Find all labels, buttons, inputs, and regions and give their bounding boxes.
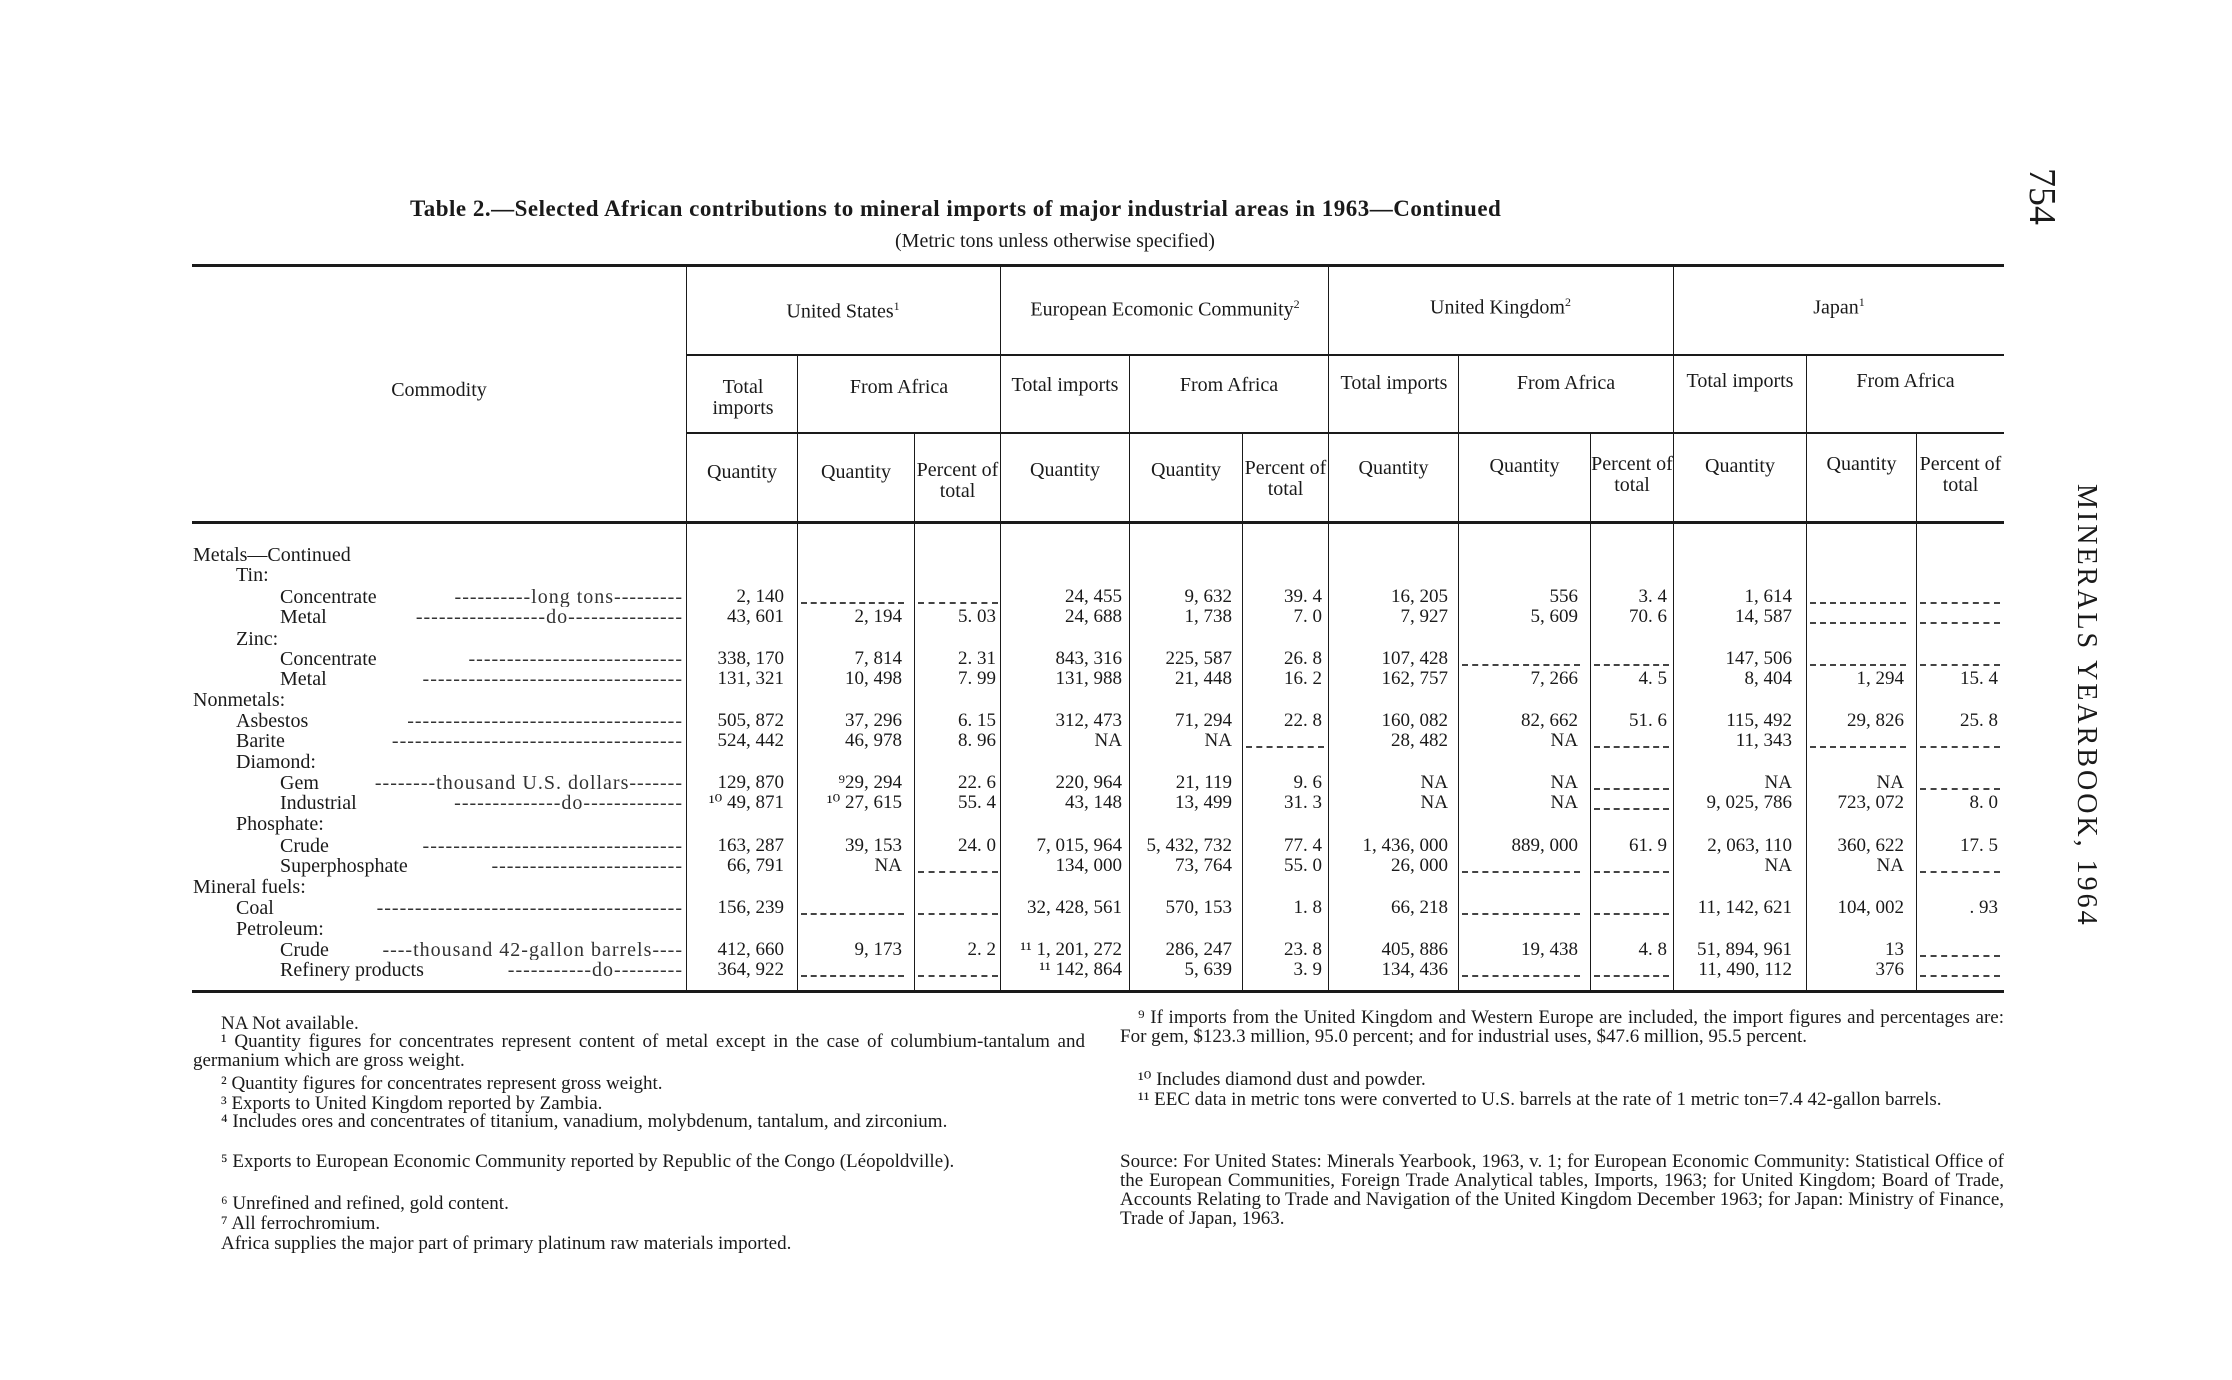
table-cell: 8. 0 (1969, 792, 1998, 813)
table-cell: 24, 688 (1065, 606, 1122, 627)
row-label: Barite (236, 730, 285, 752)
table-cell: 220, 964 (1055, 772, 1122, 793)
table-cell: 43, 601 (727, 606, 784, 627)
empty-cell-dash (1594, 664, 1669, 666)
table-cell: 338, 170 (717, 648, 784, 669)
table-cell: 10, 498 (845, 668, 902, 689)
table-cell: 2, 140 (736, 586, 784, 607)
section-label: Zinc: (236, 628, 279, 650)
row-label: Gem (280, 772, 319, 794)
row-leader: ----thousand 42-gallon barrels---- (382, 940, 683, 960)
empty-cell-dash (1594, 808, 1669, 810)
table-cell: 5, 432, 732 (1146, 835, 1232, 856)
col-rule (1000, 266, 1001, 990)
table-cell: 82, 662 (1521, 710, 1578, 731)
table-cell: 3. 4 (1638, 586, 1667, 607)
row-leader: ---------------------------- (468, 649, 683, 669)
table-cell: 15. 4 (1960, 668, 1998, 689)
table-cell: 8, 404 (1744, 668, 1792, 689)
table-cell: 1, 738 (1184, 606, 1232, 627)
col-rule (686, 266, 687, 990)
table-cell: 16, 205 (1391, 586, 1448, 607)
table-cell: 26. 8 (1284, 648, 1322, 669)
empty-cell-dash (1594, 788, 1669, 790)
quantity-header: Quantity (1358, 457, 1429, 479)
table-cell: NA (874, 855, 902, 876)
table-cell: 6. 15 (958, 710, 996, 731)
table-cell: 13, 499 (1175, 792, 1232, 813)
table-cell: 39, 153 (845, 835, 902, 856)
table-cell: 21, 448 (1175, 668, 1232, 689)
row-leader: ------------------------------------ (407, 711, 683, 731)
table-cell: 73, 764 (1175, 855, 1232, 876)
row-leader: -----------------do--------------- (415, 607, 683, 627)
quantity-header: Quantity (821, 461, 891, 483)
empty-cell-dash (1594, 913, 1669, 915)
quantity-header: Quantity (1151, 459, 1221, 481)
table-subtitle: (Metric tons unless otherwise specified) (895, 230, 1215, 252)
table-cell: 286, 247 (1165, 939, 1232, 960)
table-cell: 31. 3 (1284, 792, 1322, 813)
table-cell: 7. 99 (958, 668, 996, 689)
table-cell: 889, 000 (1511, 835, 1578, 856)
table-cell: ¹¹ 1, 201, 272 (1020, 939, 1122, 960)
table-cell: 156, 239 (717, 897, 784, 918)
table-cell: ⁹29, 294 (838, 772, 902, 793)
section-label: Phosphate: (236, 813, 324, 835)
table-cell: 376 (1875, 959, 1904, 980)
table-cell: 71, 294 (1175, 710, 1232, 731)
unit-label: long tons (531, 587, 615, 607)
row-leader: ---------------------------------- (422, 669, 683, 689)
table-cell: 37, 296 (845, 710, 902, 731)
table-cell: 9, 025, 786 (1706, 792, 1792, 813)
footnote: ⁶ Unrefined and refined, gold content. (221, 1193, 509, 1214)
footnote: NA Not available. (221, 1013, 359, 1034)
table-cell: 524, 442 (717, 730, 784, 751)
table-cell: 405, 886 (1381, 939, 1448, 960)
empty-cell-dash (801, 602, 904, 604)
table-cell: 1. 8 (1293, 897, 1322, 918)
table-cell: 24. 0 (958, 835, 996, 856)
section-label: Nonmetals: (193, 689, 286, 711)
table-cell: 14, 587 (1735, 606, 1792, 627)
empty-cell-dash (1920, 955, 2000, 957)
region-header-uk: United Kingdom$^2$ (1430, 295, 1571, 319)
section-label: Mineral fuels: (193, 876, 306, 898)
total-imports-header: Total imports (1340, 372, 1448, 394)
col-rule (1673, 266, 1674, 990)
row-label: Concentrate (280, 586, 377, 608)
table-cell: 7, 927 (1400, 606, 1448, 627)
empty-cell-dash (1594, 871, 1669, 873)
empty-cell-dash (918, 602, 998, 604)
table-cell: 8. 96 (958, 730, 996, 751)
empty-cell-dash (1920, 622, 2000, 624)
footnote: ⁴ Includes ores and concentrates of titanium, vanadium, molybdenum, tantalum, and zirconium. (221, 1111, 948, 1132)
region-header-eec: European Ecomonic Community$^2$ (1030, 297, 1300, 321)
table-cell: NA (1550, 792, 1578, 813)
table-cell: 5, 639 (1184, 959, 1232, 980)
col-rule (1806, 355, 1807, 990)
table-cell: 570, 153 (1165, 897, 1232, 918)
table-cell: NA (1550, 730, 1578, 751)
empty-cell-dash (1920, 746, 2000, 748)
row-leader: ------------------------- (491, 856, 683, 876)
from-africa-header: From Africa (1179, 374, 1279, 396)
table-cell: 505, 872 (717, 710, 784, 731)
table-cell: 11, 343 (1735, 730, 1792, 751)
empty-cell-dash (1920, 664, 2000, 666)
row-leader: --------------do------------- (454, 793, 683, 813)
table-cell: 9, 173 (854, 939, 902, 960)
col-rule (1458, 355, 1459, 990)
empty-cell-dash (801, 975, 904, 977)
table-cell: 7. 0 (1293, 606, 1322, 627)
unit-label: thousand U.S. dollars (436, 773, 630, 793)
total-imports-header: Total imports (1686, 370, 1794, 392)
table-cell: 70. 6 (1629, 606, 1667, 627)
empty-cell-dash (1462, 913, 1580, 915)
empty-cell-dash (801, 913, 904, 915)
total-imports-header: Total imports (712, 376, 774, 419)
table-top-rule (192, 264, 2004, 267)
empty-cell-dash (1920, 602, 2000, 604)
table-cell: NA (1764, 772, 1792, 793)
table-cell: 28, 482 (1391, 730, 1448, 751)
footnote: ¹ Quantity figures for concentrates represent content of metal except in the case of columbium-tantalum and germanium which are gross weight. (193, 1031, 1085, 1071)
table-cell: 11, 142, 621 (1697, 897, 1792, 918)
col-rule (1916, 433, 1917, 990)
table-cell: 2. 31 (958, 648, 996, 669)
row-label: Crude (280, 939, 329, 961)
empty-cell-dash (1462, 871, 1580, 873)
empty-cell-dash (1920, 871, 2000, 873)
table-cell: 131, 988 (1055, 668, 1122, 689)
row-label: Superphosphate (280, 855, 408, 877)
empty-cell-dash (1810, 622, 1906, 624)
table-cell: 843, 316 (1055, 648, 1122, 669)
table-cell: NA (1876, 855, 1904, 876)
commodity-header: Commodity (391, 379, 487, 401)
table-cell: ¹¹ 142, 864 (1039, 959, 1122, 980)
table-cell: 134, 436 (1381, 959, 1448, 980)
table-cell: 77. 4 (1284, 835, 1322, 856)
table-cell: 26, 000 (1391, 855, 1448, 876)
table-cell: 160, 082 (1381, 710, 1448, 731)
table-cell: 66, 218 (1391, 897, 1448, 918)
table-cell: 163, 287 (717, 835, 784, 856)
empty-cell-dash (918, 975, 998, 977)
row-label: Industrial (280, 792, 357, 814)
empty-cell-dash (1810, 746, 1906, 748)
row-label: Metal (280, 668, 327, 690)
table-cell: 104, 002 (1837, 897, 1904, 918)
table-cell: 312, 473 (1055, 710, 1122, 731)
table-cell: 43, 148 (1065, 792, 1122, 813)
quantity-header: Quantity (1826, 453, 1897, 475)
table-cell: 9. 6 (1293, 772, 1322, 793)
from-africa-header: From Africa (1516, 372, 1616, 394)
section-label: Petroleum: (236, 918, 324, 940)
table-cell: 2, 194 (854, 606, 902, 627)
section-label: Tin: (236, 564, 269, 586)
quantity-header: Quantity (1489, 455, 1560, 477)
total-imports-header: Total imports (1011, 374, 1119, 396)
section-label: Metals—Continued (193, 544, 351, 566)
percent-header: Percent of total (916, 459, 999, 502)
table-cell: 4. 8 (1638, 939, 1667, 960)
table-cell: 5, 609 (1530, 606, 1578, 627)
table-cell: 7, 266 (1530, 668, 1578, 689)
footnote: ⁹ If imports from the United Kingdom and Western Europe are included, the import figures and percentages are: For gem, $123.3 million, 95.0 percent; and for industrial uses, $47.6 million, 95.5 percent. (1120, 1007, 2004, 1047)
percent-header: Percent of total (1591, 453, 1673, 496)
table-cell: NA (1550, 772, 1578, 793)
table-cell: 24, 455 (1065, 586, 1122, 607)
quantity-header: Quantity (707, 461, 777, 483)
table-cell: NA (1420, 772, 1448, 793)
empty-cell-dash (918, 871, 998, 873)
table-cell: NA (1876, 772, 1904, 793)
empty-cell-dash (1810, 602, 1906, 604)
empty-cell-dash (1920, 975, 2000, 977)
table-cell: 29, 826 (1847, 710, 1904, 731)
table-cell: 1, 614 (1744, 586, 1792, 607)
table-cell: 55. 0 (1284, 855, 1322, 876)
quantity-header: Quantity (1705, 455, 1775, 477)
table-cell: 364, 922 (717, 959, 784, 980)
table-cell: 23. 8 (1284, 939, 1322, 960)
table-cell: 61. 9 (1629, 835, 1667, 856)
footnote: ¹¹ EEC data in metric tons were converted to U.S. barrels at the rate of 1 metric ton=7.4 42-gallon barrels. (1138, 1089, 1942, 1110)
footnote: Africa supplies the major part of primary platinum raw materials imported. (221, 1233, 792, 1254)
table-cell: 4. 5 (1638, 668, 1667, 689)
table-cell: 2, 063, 110 (1707, 835, 1792, 856)
table-cell: 360, 622 (1837, 835, 1904, 856)
footnote: ³ Exports to United Kingdom reported by Zambia. (221, 1093, 603, 1114)
table-cell: 22. 8 (1284, 710, 1322, 731)
col-rule (1129, 355, 1130, 990)
table-cell: 2. 2 (967, 939, 996, 960)
table-title: Table 2.—Selected African contributions to mineral imports of major industrial areas in 1963—Continued (410, 196, 1502, 221)
percent-header: Percent of total (1919, 453, 2002, 496)
row-label: Refinery products (280, 959, 424, 981)
table-cell: 39. 4 (1284, 586, 1322, 607)
table-cell: 32, 428, 561 (1027, 897, 1122, 918)
empty-cell-dash (1246, 746, 1324, 748)
empty-cell-dash (1462, 664, 1580, 666)
from-africa-header: From Africa (1856, 370, 1955, 392)
table-cell: 55. 4 (958, 792, 996, 813)
col-rule (1590, 433, 1591, 990)
table-cell: 5. 03 (958, 606, 996, 627)
row-label: Metal (280, 606, 327, 628)
table-cell: 21, 119 (1175, 772, 1232, 793)
empty-cell-dash (1594, 746, 1669, 748)
running-head: MINERALS YEARBOOK, 1964 (2071, 484, 2102, 928)
quantity-header: Quantity (1030, 459, 1100, 481)
table-cell: 131, 321 (717, 668, 784, 689)
table-cell: 3. 9 (1293, 959, 1322, 980)
table-cell: 46, 978 (845, 730, 902, 751)
table-cell: 11, 490, 112 (1698, 959, 1792, 980)
empty-cell-dash (1810, 664, 1906, 666)
table-cell: 225, 587 (1165, 648, 1232, 669)
footnote: ⁵ Exports to European Economic Community reported by Republic of the Congo (Léopoldville). (221, 1151, 955, 1172)
footnote: ² Quantity figures for concentrates represent gross weight. (221, 1073, 663, 1094)
table-cell: 412, 660 (717, 939, 784, 960)
col-rule (1328, 266, 1329, 990)
empty-cell-dash (918, 913, 998, 915)
table-cell: 16. 2 (1284, 668, 1322, 689)
row-leader: -----------do--------- (507, 960, 683, 980)
unit-label: do (561, 793, 584, 813)
table-cell: 162, 757 (1381, 668, 1448, 689)
table-cell: . 93 (1969, 897, 1998, 918)
table-cell: 51. 6 (1629, 710, 1667, 731)
region-header-japan: Japan$^1$ (1813, 295, 1865, 319)
row-label: Asbestos (236, 710, 309, 732)
row-leader: -------------------------------------- (391, 731, 683, 751)
section-label: Diamond: (236, 751, 316, 773)
row-leader: ---------------------------------------- (376, 898, 683, 918)
row-label: Coal (236, 897, 274, 919)
table-cell: 13 (1885, 939, 1904, 960)
table-cell: NA (1094, 730, 1122, 751)
row-label: Concentrate (280, 648, 377, 670)
table-cell: 134, 000 (1055, 855, 1122, 876)
empty-cell-dash (1462, 975, 1580, 977)
row-leader: ---------------------------------- (422, 836, 683, 856)
unit-label: thousand 42-gallon barrels (413, 940, 653, 960)
page-number: 754 (2021, 168, 2063, 225)
table-cell: 66, 791 (727, 855, 784, 876)
table-cell: 1, 436, 000 (1362, 835, 1448, 856)
region-header-us: United States$^1$ (786, 299, 900, 323)
table-cell: 19, 438 (1521, 939, 1578, 960)
table-cell: 22. 6 (958, 772, 996, 793)
table-cell: 9, 632 (1184, 586, 1232, 607)
table-cell: 115, 492 (1726, 710, 1792, 731)
footnote: ⁷ All ferrochromium. (221, 1213, 381, 1234)
table-cell: NA (1764, 855, 1792, 876)
empty-cell-dash (1594, 975, 1669, 977)
unit-label: do (546, 607, 569, 627)
table-cell: 51, 894, 961 (1697, 939, 1792, 960)
table-cell: NA (1204, 730, 1232, 751)
table-cell: 556 (1549, 586, 1578, 607)
table-cell: 7, 015, 964 (1036, 835, 1122, 856)
percent-header: Percent of total (1244, 457, 1327, 500)
table-cell: 25. 8 (1960, 710, 1998, 731)
from-africa-header: From Africa (849, 376, 949, 398)
row-leader: --------thousand U.S. dollars------- (374, 773, 683, 793)
table-cell: NA (1420, 792, 1448, 813)
col-rule (1242, 433, 1243, 990)
unit-label: do (592, 960, 615, 980)
row-label: Crude (280, 835, 329, 857)
footnote: ¹⁰ Includes diamond dust and powder. (1138, 1069, 1426, 1090)
table-cell: 107, 428 (1381, 648, 1448, 669)
source-note: Source: For United States: Minerals Yearbook, 1963, v. 1; for European Economic Community: Statistical Office of the European Communities, Foreign Trade Analytical tables, Imports, 1963; for United Kingdom; Board of Trade, Accounts Relating to Trade and Navigation of the United Kingdom December 1963; for Japan: Ministry of Finance, Trade of Japan, 1963. (1120, 1151, 2004, 1229)
table-cell: ¹⁰ 27, 615 (826, 792, 902, 813)
header-bottom-rule (192, 521, 2004, 524)
table-cell: 723, 072 (1837, 792, 1904, 813)
col-rule (797, 355, 798, 990)
table-cell: 7, 814 (854, 648, 902, 669)
row-leader: ----------long tons--------- (454, 587, 683, 607)
table-cell: 129, 870 (717, 772, 784, 793)
empty-cell-dash (1920, 788, 2000, 790)
table-cell: ¹⁰ 49, 871 (708, 792, 784, 813)
col-rule (914, 433, 915, 990)
table-cell: 17. 5 (1960, 835, 1998, 856)
table-cell: 147, 506 (1725, 648, 1792, 669)
table-bottom-rule (192, 990, 2004, 993)
table-cell: 1, 294 (1856, 668, 1904, 689)
